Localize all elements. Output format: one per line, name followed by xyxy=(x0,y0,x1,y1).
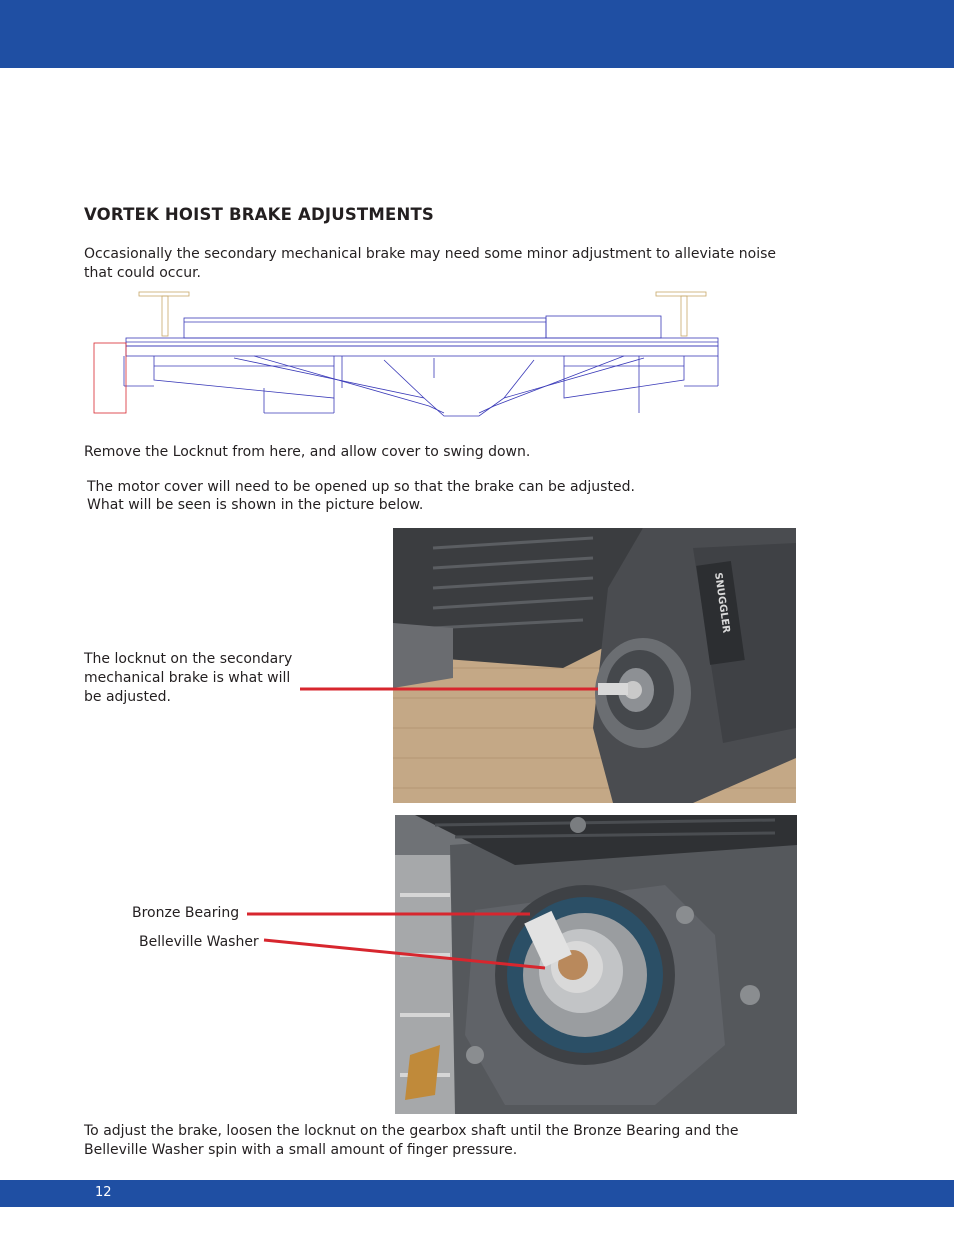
closing-paragraph: To adjust the brake, loosen the locknut on the gearbox shaft until the Bronze Bearing and the Belleville Washer spin with a small amount of finger pressure. xyxy=(84,1123,739,1158)
locknut-instruction: Remove the Locknut from here, and allow cover to swing down. xyxy=(84,444,531,460)
header-bar xyxy=(0,0,954,68)
page-number: 12 xyxy=(95,1185,112,1200)
section-title: VORTEK HOIST BRAKE ADJUSTMENTS xyxy=(84,205,435,224)
brake-closeup-photo xyxy=(395,815,797,1114)
belleville-washer-label: Belleville Washer xyxy=(139,934,259,950)
footer-bar xyxy=(0,1180,954,1207)
hoist-line-drawing xyxy=(84,288,734,423)
intro-paragraph: Occasionally the secondary mechanical brake may need some minor adjustment to alleviate noise that could occur. xyxy=(84,246,777,281)
cover-instruction-line1: The motor cover will need to be opened up so that the brake can be adjusted. xyxy=(87,479,635,495)
gearbox-locknut-photo xyxy=(393,528,796,803)
cover-instruction-line2: What will be seen is shown in the picture below. xyxy=(87,497,424,513)
bronze-bearing-label: Bronze Bearing xyxy=(132,905,240,921)
snuggler-brand-text: SNUGGLER xyxy=(712,571,732,634)
locknut-callout-text: The locknut on the secondary mechanical brake is what will be adjusted. xyxy=(84,651,293,705)
